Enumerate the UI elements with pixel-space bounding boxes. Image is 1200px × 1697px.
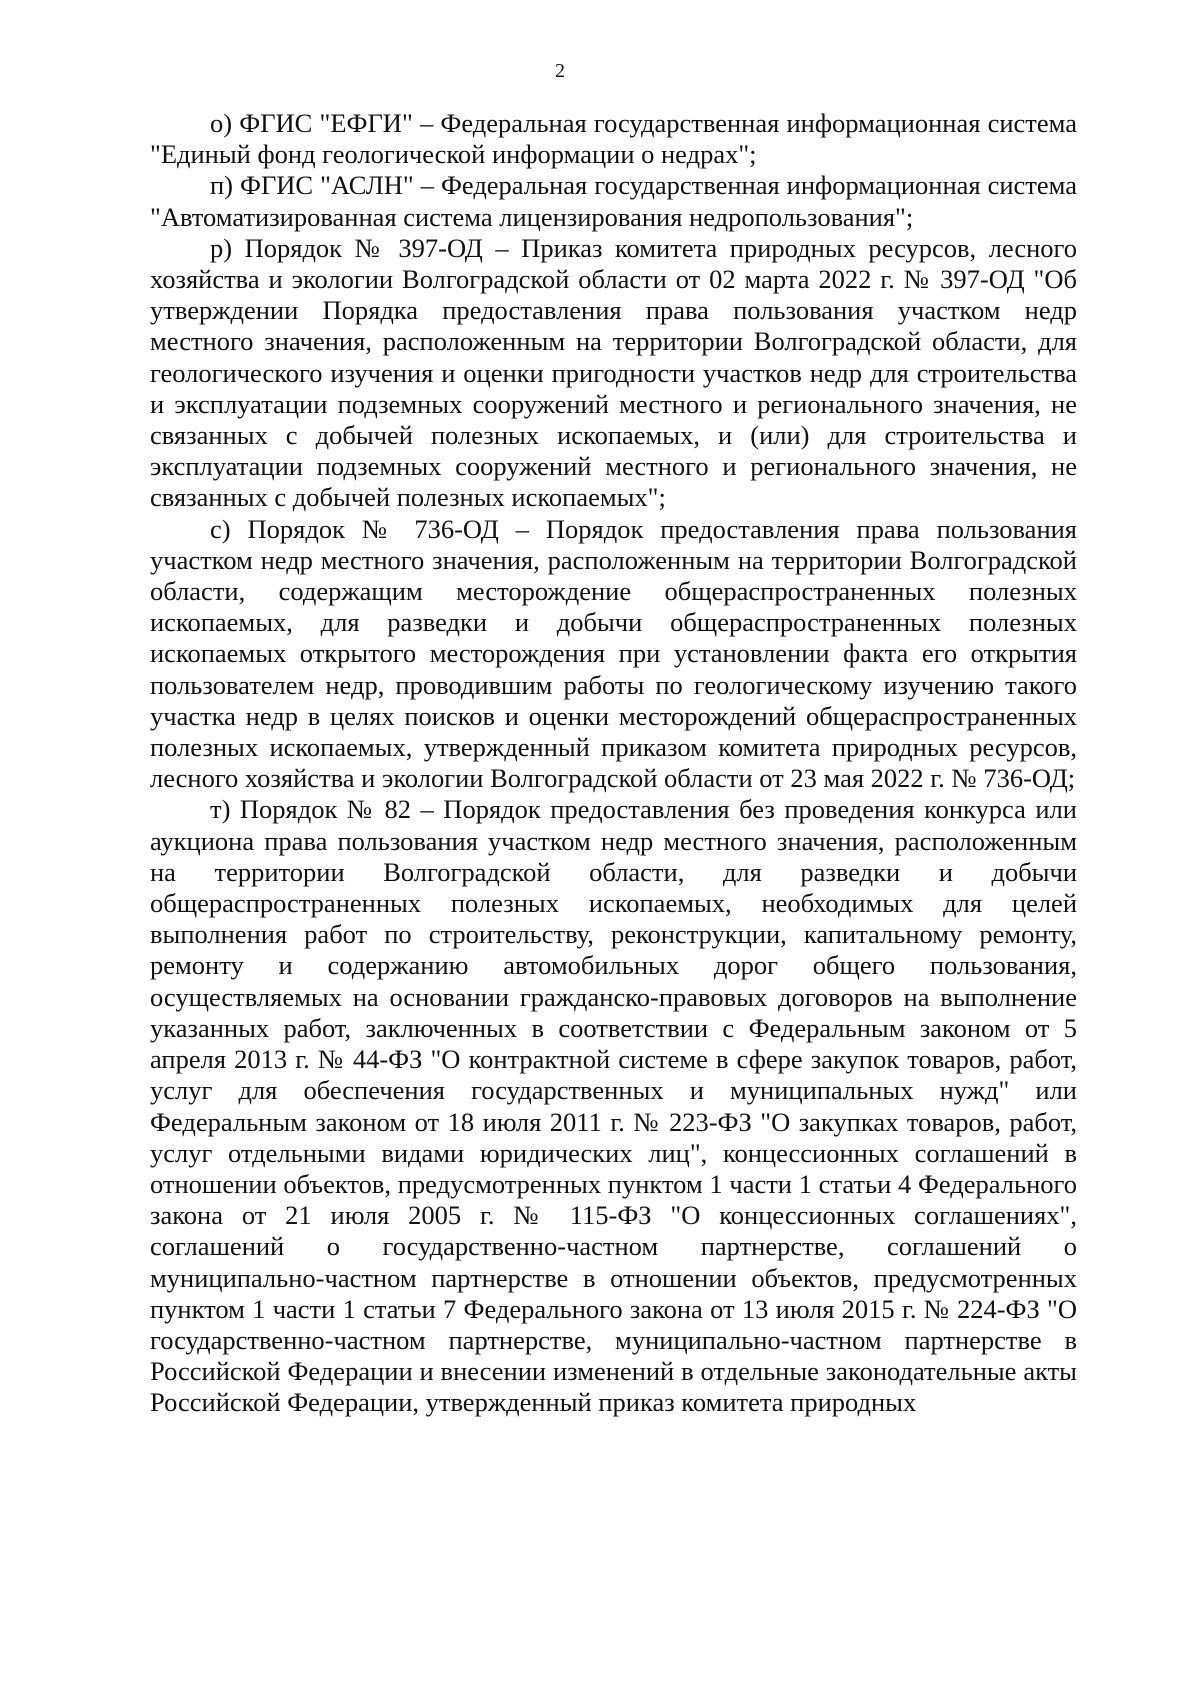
paragraph-t-order-82: т) Порядок № 82 – Порядок предоставления без проведения конкурса или аукциона права пользования участком недр местного значения, расположенным на территории Волгоградской области, для разведки и добычи общераспространенных полезных ископаемых, необходимых для целей выполнения работ по строительству, реконструкции, капитальному ремонту, ремонту и содержанию автомобильных дорог общего пользования, осуществляемых на основании гражданско-правовых договоров на выполнение указанных работ, заключенных в соответствии с Федеральным законом от 5 апреля 2013 г. № 44-ФЗ "О контрактной системе в сфере закупок товаров, работ, услуг для обеспечения государственных и муниципальных нужд" или Федеральным законом от 18 июля 2011 г. № 223-ФЗ "О закупках товаров, работ, услуг отдельными видами юридических лиц", концессионных соглашений в отношении объектов, предусмотренных пунктом 1 части 1 статьи 4 Федерального закона от 21 июля 2005 г. № 115-ФЗ "О концессионных соглашениях", соглашений о государственно-частном партнерстве, соглашений о муниципально-частном партнерстве в отношении объектов, предусмотренных пунктом 1 части 1 статьи 7 Федерального закона от 13 июля 2015 г. № 224-ФЗ "О государственно-частном партнерстве, муниципально-частном партнерстве в Российской Федерации и внесении изменений в отдельные законодательные акты Российской Федерации, утвержденный приказ комитета природных (150, 794, 1077, 1418)
paragraph-p-asln: п) ФГИС "АСЛН" – Федеральная государственная информационная система "Автоматизированная система лицензирования недропользования"; (150, 170, 1077, 232)
paragraph-s-order-736: с) Порядок № 736-ОД – Порядок предоставления права пользования участком недр местного значения, расположенным на территории Волгоградской области, содержащим месторождение общераспространенных полезных ископаемых, для разведки и добычи общераспространенных полезных ископаемых открытого месторождения при установлении факта его открытия пользователем недр, проводившим работы по геологическому изучению такого участка недр в целях поисков и оценки месторождений общераспространенных полезных ископаемых, утвержденный приказом комитета природных ресурсов, лесного хозяйства и экологии Волгоградской области от 23 мая 2022 г. № 736-ОД; (150, 513, 1077, 794)
paragraph-o-efgi: о) ФГИС "ЕФГИ" – Федеральная государственная информационная система "Единый фонд геологической информации о недрах"; (150, 108, 1077, 170)
page-number: 2 (555, 60, 565, 82)
document-body (150, 108, 1077, 1419)
paragraph-r-order-397: р) Порядок № 397-ОД – Приказ комитета природных ресурсов, лесного хозяйства и экологии Волгоградской области от 02 марта 2022 г. № 397-ОД "Об утверждении Порядка предоставления права пользования участком недр местного значения, расположенным на территории Волгоградской области, для геологического изучения и оценки пригодности участков недр для строительства и эксплуатации подземных сооружений местного и регионального значения, не связанных с добычей полезных ископаемых, и (или) для строительства и эксплуатации подземных сооружений местного и регионального значения, не связанных с добычей полезных ископаемых"; (150, 232, 1077, 513)
